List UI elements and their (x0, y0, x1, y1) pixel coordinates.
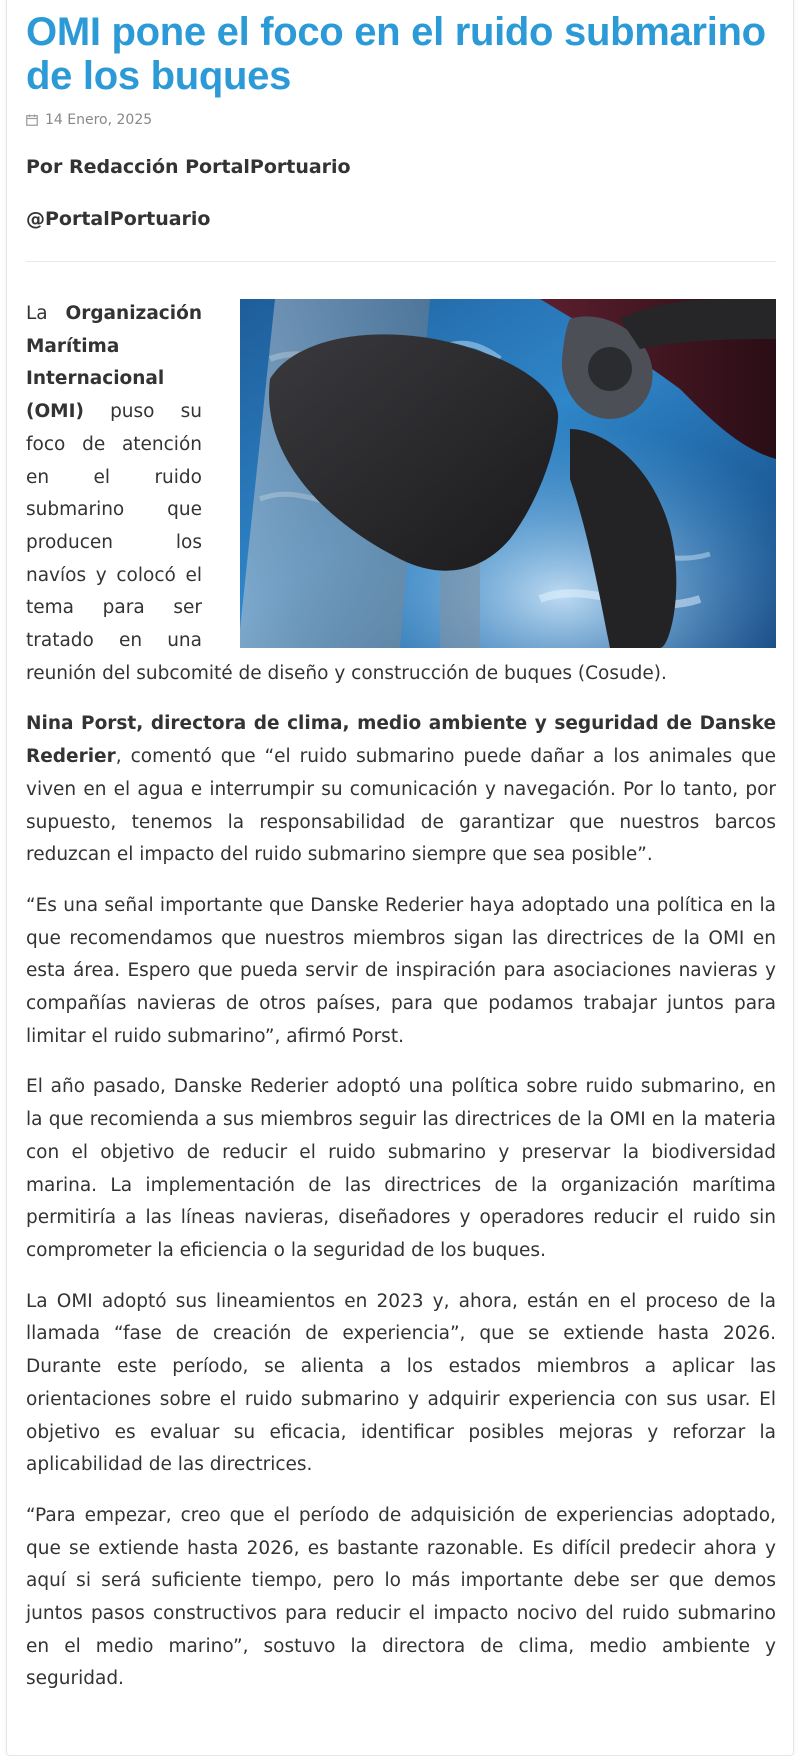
article-byline: Por Redacción PortalPortuario (26, 156, 351, 178)
paragraph: La Organización Marítima Internacional (OMI) puso su foco de atención en el ruido submarino que producen los navíos y colocó el tema para ser tratado en una reunión del subcomité de diseño y construcción de buques (Cosude). (26, 303, 667, 684)
article-meta (26, 110, 776, 130)
paragraph: Nina Porst, directora de clima, medio ambiente y seguridad de Danske Rederier, comentó que “el ruido submarino puede dañar a los animales que viven en el agua e interrumpir su comunicación y navegación. Por lo tanto, por supuesto, tenemos la responsabilidad de garantizar que nuestros barcos reduzcan el impacto del ruido submarino siempre que sea posible”. (26, 713, 776, 866)
article-title: OMI pone el foco en el ruido submarino de los buques (26, 10, 766, 98)
paragraph: “Es una señal importante que Danske Rederier haya adoptado una política en la que recomendamos que nuestros miembros sigan las directrices de la OMI en esta área. Espero que pueda servir de inspiración para asociaciones navieras y compañías navieras de otros países, para que podamos trabajar juntos para limitar el ruido submarino”, afirmó Porst. (26, 894, 776, 1047)
article-body (26, 298, 776, 1696)
paragraph: El año pasado, Danske Rederier adoptó una política sobre ruido submarino, en la que recomienda a sus miembros seguir las directrices de la OMI en la materia con el objetivo de reducir el ruido submarino y preservar la biodiversidad marina. La implementación de las directrices de la organización marítima permitiría a las líneas navieras, diseñadores y operadores reducir el ruido sin comprometer la eficiencia o la seguridad de los buques. (26, 1076, 776, 1261)
article-container (26, 0, 776, 1714)
divider (26, 261, 776, 262)
paragraph: “Para empezar, creo que el período de adquisición de experiencias adoptado, que se extiende hasta 2026, es bastante razonable. Es difícil predecir ahora y aquí si será suficiente tiempo, pero lo más importante debe ser que demos juntos pasos constructivos para reducir el impacto nocivo del ruido submarino en el medio marino”, sostuvo la directora de clima, medio ambiente y seguridad. (26, 1504, 776, 1690)
ship-propeller-photo (240, 299, 776, 648)
article-date: 14 Enero, 2025 (45, 112, 153, 128)
calendar-icon (26, 114, 38, 126)
paragraph: La OMI adoptó sus lineamientos en 2023 y, ahora, están en el proceso de la llamada “fase de creación de experiencia”, que se extiende hasta 2026. Durante este período, se alienta a los estados miembros a aplicar las orientaciones sobre el ruido submarino y adquirir experiencia con sus usar. El objetivo es evaluar su eficacia, identificar posibles mejoras y reforzar la aplicabilidad de las directrices. (26, 1290, 776, 1476)
author-handle-link[interactable]: @PortalPortuario (26, 208, 211, 230)
